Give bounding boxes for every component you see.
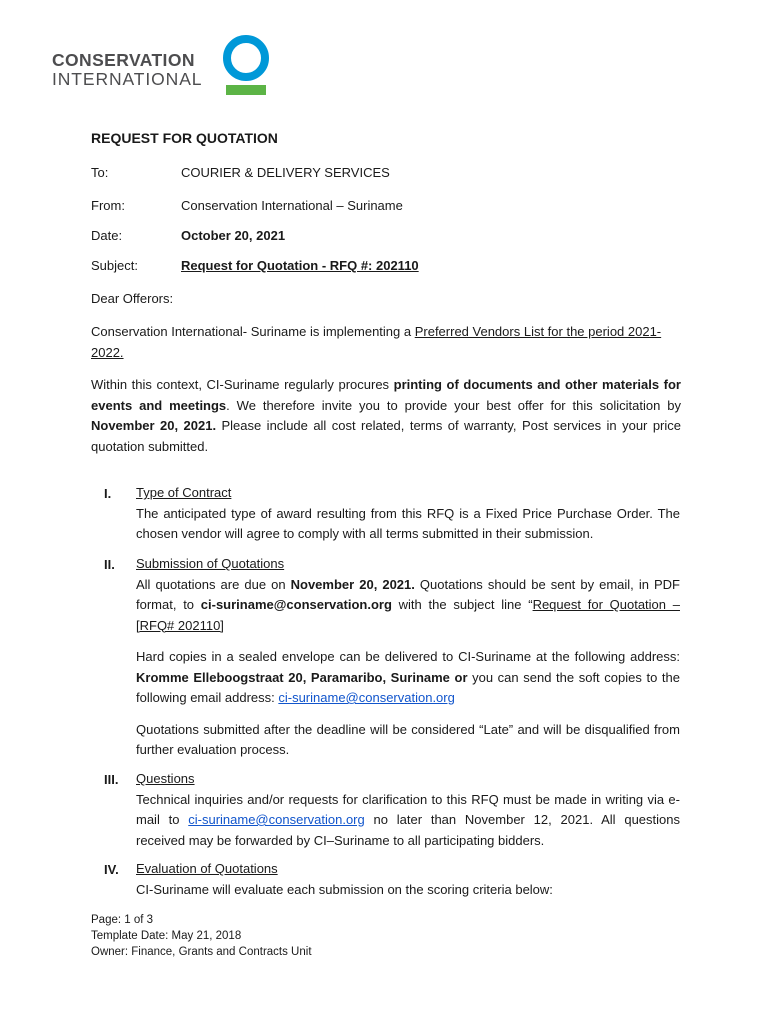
from-value: Conservation International – Suriname <box>181 198 403 213</box>
s2-p2-text-2: you can send the soft copies to the following email address: <box>136 669 680 705</box>
s2-email-link[interactable]: ci-suriname@conservation.org <box>278 690 455 705</box>
context-text-2: . We therefore invite you to provide your best offer for this solicitation by <box>226 397 681 413</box>
section-4-body <box>136 859 680 900</box>
s2-address-bold: Kromme Elleboogstraat 20, Paramaribo, Suriname or <box>136 669 468 685</box>
section-3-number: III. <box>104 772 119 787</box>
s2-text-3: with the subject line “ <box>391 597 533 612</box>
s3-text-2: no later than November 12, 2021. All questions received may be forwarded by CI–Suriname to all participating bidders. <box>136 812 680 848</box>
s2-text-2: Quotations should be sent by email, in PDF format, to <box>136 576 680 612</box>
section-1-number: I. <box>104 486 112 501</box>
conservation-international-logo <box>52 34 272 98</box>
section-3-heading: Questions <box>136 771 195 786</box>
subject-label: Subject: <box>91 258 138 273</box>
section-2-paragraph-2 <box>136 647 680 709</box>
to-value: COURIER & DELIVERY SERVICES <box>181 165 390 180</box>
footer-template-date: Template Date: May 21, 2018 <box>91 930 242 942</box>
s3-text-1: Technical inquiries and/or requests for clarification to this RFQ must be made in writing via e-mail to <box>136 791 680 827</box>
intro-text: Conservation International- Suriname is implementing a <box>91 324 415 339</box>
context-paragraph <box>91 375 681 457</box>
greeting: Dear Offerors: <box>91 291 174 306</box>
preferred-vendors-link[interactable]: Preferred Vendors List for the period 2021-2022. <box>91 324 662 360</box>
logo-text-line2: INTERNATIONAL <box>52 69 203 89</box>
from-label: From: <box>91 198 125 213</box>
section-2-paragraph-3: Quotations submitted after the deadline will be considered “Late” and will be disqualified from further evaluation process. <box>136 721 680 757</box>
s3-email-link[interactable]: ci-suriname@conservation.org <box>188 812 365 827</box>
date-value: October 20, 2021 <box>181 228 286 243</box>
section-1-body <box>136 483 680 545</box>
footer-owner: Owner: Finance, Grants and Contracts Unit <box>91 946 312 958</box>
logo-text-line1: CONSERVATION <box>52 50 195 70</box>
document-title: REQUEST FOR QUOTATION <box>91 130 278 146</box>
s2-email-bold: ci-suriname@conservation.org <box>200 597 392 612</box>
section-3-text <box>136 790 680 852</box>
intro-paragraph <box>91 322 691 363</box>
s2-p2-text-1: Hard copies in a sealed envelope can be delivered to CI-Suriname at the following address: <box>136 649 680 664</box>
section-1-text: The anticipated type of award resulting from this RFQ is a Fixed Price Purchase Order. The chosen vendor will agree to comply with all terms submitted in their submission. <box>136 505 680 541</box>
context-bold-2: November 20, 2021. <box>91 418 217 433</box>
logo-mark-icon <box>220 34 272 96</box>
subject-value: Request for Quotation - RFQ #: 202110 <box>181 258 419 273</box>
section-2-body <box>136 554 680 761</box>
date-label: Date: <box>91 228 123 243</box>
s2-subject-line: Request for Quotation – [RFQ# 202110] <box>136 597 680 633</box>
section-2-heading: Submission of Quotations <box>136 556 285 571</box>
page-footer <box>91 912 312 960</box>
s2-bold-1: November 20, 2021. <box>290 576 415 592</box>
context-text-1: Within this context, CI-Suriname regularly procures <box>91 377 394 392</box>
section-4-heading: Evaluation of Quotations <box>136 861 278 876</box>
context-text-3: Please include all cost related, terms of warranty, Post services in your price quotation submitted. <box>91 418 681 454</box>
s2-text-1: All quotations are due on <box>136 576 291 592</box>
context-bold-1: printing of documents and other materials for events and meetings <box>91 377 681 413</box>
section-2-number: II. <box>104 557 115 572</box>
section-2-paragraph-1 <box>136 575 680 637</box>
to-label: To: <box>91 165 109 180</box>
section-4-text: CI-Suriname will evaluate each submission on the scoring criteria below: <box>136 881 553 897</box>
section-4-number: IV. <box>104 862 119 877</box>
section-1-heading: Type of Contract <box>136 485 232 500</box>
section-3-body <box>136 769 680 851</box>
footer-page-number: Page: 1 of 3 <box>91 914 154 926</box>
